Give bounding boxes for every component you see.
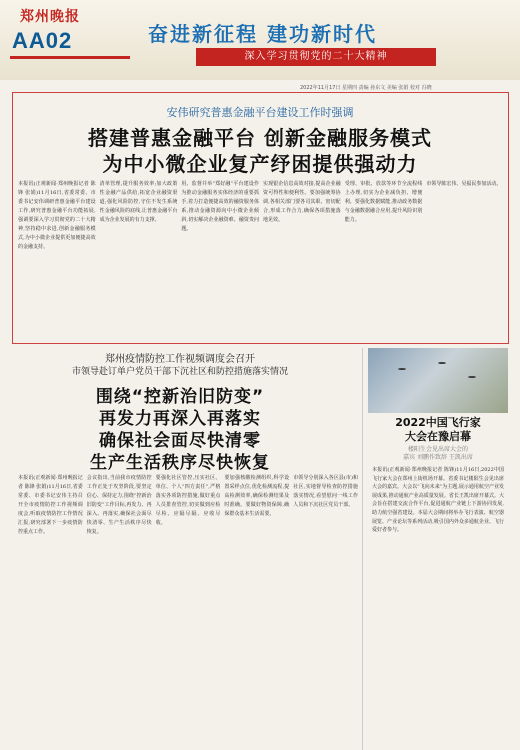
story2-headline-line4: 生产生活秩序尽快恢复	[90, 453, 270, 473]
sidebar-photo	[368, 348, 508, 413]
story2-columns	[18, 474, 358, 746]
story2-column: 市领导分别深入各区县(市)和社区,实地督导检查防控措施落实情况,看望慰问一线工作人员和下沉社区党员干部。	[293, 475, 358, 508]
story2-headline-line2: 再发力再深入再落实	[99, 409, 261, 429]
story1-column: 清单管理,提升服务效率;加大政策性金融产品供给,拓宽企业融资渠道;强化风险防控,守住不发生系统性金融风险的底线,让普惠金融平台成为企业发展的有力支撑。	[99, 181, 178, 223]
story1-headline-line2: 为中小微企业复产纾困提供强动力	[102, 152, 418, 176]
story1-column: 用、监督并举“郑好融”平台建设作为推动金融服务实体经济的重要抓手,着力打造便捷高效的融资服务体系,推动金融资源向中小微企业倾斜,切实解决企业融资难、融资贵问题。	[181, 181, 260, 232]
story2-column: 本报讯(正观新闻·郑州晚报记者 陈锋 张娟)11月16日,省委常委、市委书记安伟主持召开全市疫情防控工作视频调度会,听取疫情防控工作情况汇报,研究部署下一步疫情防控重点工作。	[18, 475, 83, 535]
story2-kicker1: 郑州疫情防控工作视频调度会召开	[105, 354, 255, 365]
sidebar-subtitle-line2: 嘉宾 刘鹏作致辞 王凯出席	[403, 454, 473, 461]
masthead-accent-bar	[10, 56, 130, 59]
aircraft-icon	[438, 362, 446, 364]
aircraft-icon	[468, 376, 476, 378]
sidebar-subtitle-line1: 楼阳生会见出席大会的	[407, 446, 468, 453]
masthead-subslogan: 深入学习贯彻党的二十大精神	[196, 48, 436, 66]
story1-kicker: 安伟研究普惠金融平台建设工作时强调	[166, 106, 354, 119]
page-code: AA02	[12, 28, 73, 53]
story2-column: 会议指出,当前我市疫情防控工作正处于攻坚阶段,要坚定信心、保持定力,围绕“控新治旧防变”工作目标,再发力、再深入、再落实,确保社会面尽快清零、生产生活秩序尽快恢复。	[86, 475, 152, 535]
sidebar-subtitle	[368, 446, 508, 462]
column-divider	[362, 348, 363, 750]
masthead	[0, 0, 520, 80]
story2-headline-line1: 围绕“控新治旧防变”	[95, 387, 265, 407]
sidebar-title-line1: 2022中国飞行家	[395, 416, 481, 429]
story2-kicker2: 市领导赴订单户党员干部下沉社区和防控措施落实情况	[71, 367, 288, 377]
story1-column: 市领导陈宏伟、吴福民参加活动。	[426, 181, 502, 187]
sidebar-story	[368, 348, 508, 750]
dateline: 2022年11月17日 星期四 责编 孙东文 美编 张娟 校对 冯晓	[300, 85, 432, 91]
story2-column: 要加强核酸检测组织,科学设置采样点位,优化检测流程,提高检测效率,确保检测结果及时准确。要做好物资保障,确保群众基本生活需要。	[224, 475, 290, 517]
sidebar-body: 本报讯(正观新闻·郑州晚报记者 陈锋)11月16日,2022中国飞行家大会在郑州上街机场开幕。省委书记楼阳生会见出席大会的嘉宾。大会以“飞向未来”为主题,展示通用航空产业发展成果,推动通航产业高质量发展。省长王凯出席开幕式。大会旨在搭建交流合作平台,促进通航产业链上下游协同发展,助力航空强省建设。本届大会期间将举办飞行表演、航空器展览、产业论坛等系列活动,吸引国内外众多通航企业、飞行爱好者参与。	[372, 467, 504, 534]
story1-columns	[18, 180, 504, 340]
story1-column: 实现银企信息高效对接,提高企业融资可得性和便利性。要加强统筹协调,各相关部门要各司其职、密切配合,形成工作合力,确保各项措施落地见效。	[263, 181, 341, 223]
story1-column: 受理、审批、放款等环节全流程线上办理,切实为企业减负担、增便利。要强化数据赋能,推动政务数据与金融数据融合应用,提升风险识别能力。	[344, 181, 423, 223]
story1-column: 本报讯(正观新闻·郑州晚报记者 陈锋 张娟)11月16日,省委常委、市委书记安伟调研普惠金融平台建设工作,研究普惠金融平台功能拓展,强调要深入学习贯彻党的二十大精神,坚持稳中求进,创新金融服务模式,为中小微企业提供更加便捷高效的金融支持。	[18, 181, 96, 250]
sidebar-title-line2: 大会在豫启幕	[405, 430, 471, 443]
story2-headline-line3: 确保社会面尽快清零	[99, 431, 261, 451]
aircraft-icon	[398, 368, 406, 370]
sidebar-title	[368, 416, 508, 444]
story2-column: 要强化社区管控,压实社区、单位、个人“四方责任”,严格落实各项防控措施,做好重点人员排查管控,切实做到应检尽检、应隔尽隔、应收尽收。	[155, 475, 221, 526]
story1-headline-line1: 搭建普惠金融平台 创新金融服务模式	[88, 126, 432, 150]
newspaper-logo: 郑州晚报	[20, 9, 80, 25]
masthead-slogan: 奋进新征程 建功新时代	[148, 22, 377, 46]
